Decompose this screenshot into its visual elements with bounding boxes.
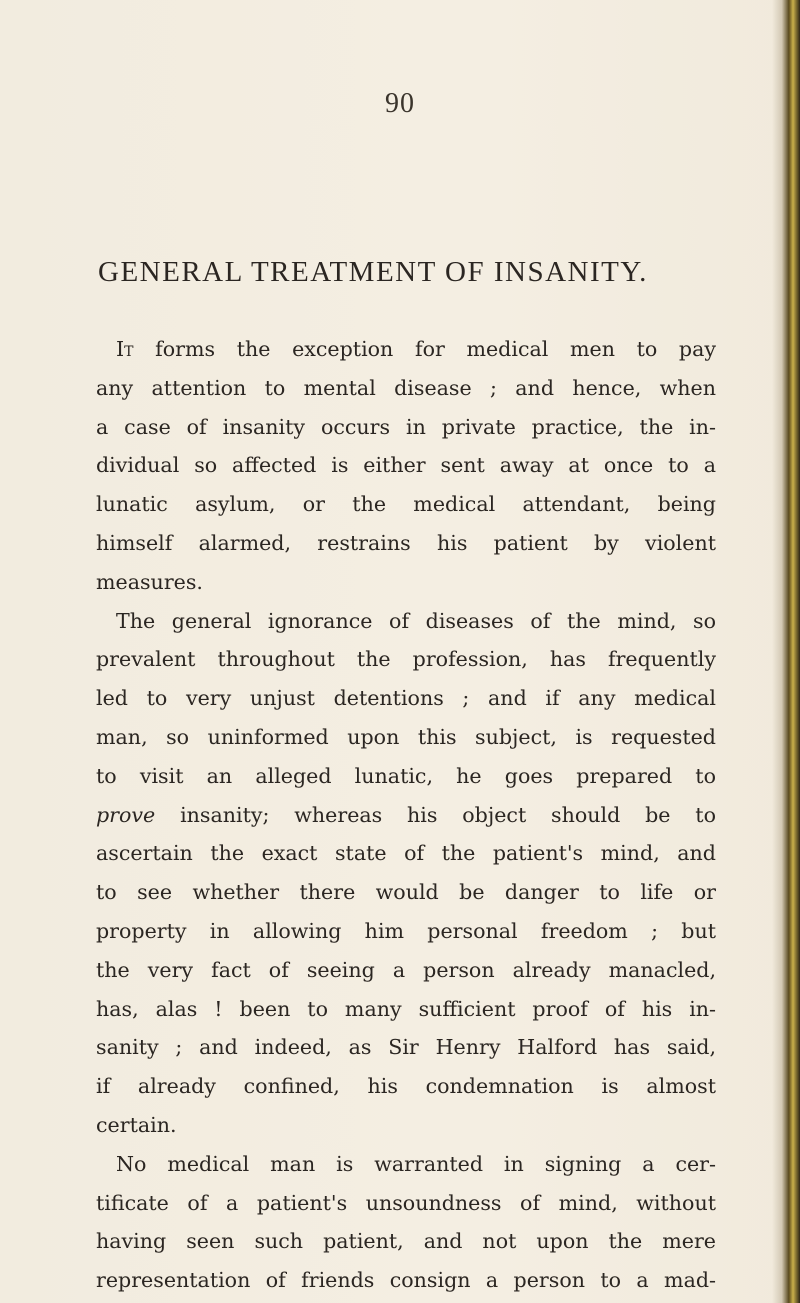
emphasis-word: prove: [96, 802, 156, 827]
text-line: [96, 757, 716, 796]
text-line: [96, 951, 716, 990]
text-line: [96, 679, 716, 718]
line-text: himself alarmed, restrains his patient by violent: [96, 530, 716, 555]
line-text: ascertain the exact state of the patient's mind, and: [96, 841, 716, 866]
line-text: sanity ; and indeed, as Sir Henry Halford has said,: [96, 1035, 716, 1060]
text-line: [96, 602, 716, 641]
line-text: property in allowing him personal freedom ; but: [96, 918, 716, 943]
line-text: to see whether there would be danger to life or: [96, 880, 716, 905]
text-line: [96, 912, 716, 951]
line-text: measures.: [96, 569, 203, 594]
page-edge: [772, 0, 800, 1303]
line-text: tificate of a patient's unsoundness of mind, without: [96, 1190, 716, 1215]
line-text: insanity; whereas his object should be to: [155, 802, 716, 827]
line-text: lunatic asylum, or the medical attendant, being: [96, 492, 716, 517]
text-line: [96, 446, 716, 485]
line-text: dividual so affected is either sent away at once to a: [96, 453, 716, 478]
text-line: [96, 834, 716, 873]
line-text: has, alas ! been to many sufficient proof of his in-: [96, 996, 716, 1021]
text-line: [96, 1028, 716, 1067]
text-line: [96, 718, 716, 757]
line-text: led to very unjust detentions ; and if any medical: [96, 686, 716, 711]
text-line: [96, 796, 716, 835]
chapter-title: GENERAL TREATMENT OF INSANITY.: [98, 256, 648, 288]
line-text: certain.: [96, 1112, 177, 1137]
line-text: having seen such patient, and not upon the mere: [96, 1229, 716, 1254]
text-line: [96, 873, 716, 912]
text-line: [96, 1222, 716, 1261]
line-text: if already confined, his condemnation is almost: [96, 1074, 716, 1099]
line-text: prevalent throughout the profession, has frequently: [96, 647, 716, 672]
text-line: [96, 990, 716, 1029]
text-line: [96, 1145, 716, 1184]
line-text: any attention to mental disease ; and hence, when: [96, 375, 716, 400]
text-line: [96, 640, 716, 679]
text-line: [96, 1067, 716, 1106]
line-text: The general ignorance of diseases of the mind, so: [116, 608, 716, 633]
drop-word: It: [116, 337, 134, 361]
text-line: [96, 330, 716, 369]
text-line: [96, 369, 716, 408]
text-line: [96, 524, 716, 563]
text-line: [96, 408, 716, 447]
text-line: [96, 563, 716, 602]
line-text: man, so uninformed upon this subject, is requested: [96, 724, 716, 749]
line-text: forms the exception for medical men to pay: [133, 337, 716, 361]
line-text: representation of friends consign a person to a mad-: [96, 1268, 716, 1293]
line-text: the very fact of seeing a person already manacled,: [96, 957, 716, 982]
page-number: 90: [385, 88, 415, 119]
line-text: a case of insanity occurs in private practice, the in-: [96, 414, 716, 439]
body-text: [96, 330, 716, 1300]
line-text: to visit an alleged lunatic, he goes prepared to: [96, 763, 716, 788]
text-line: [96, 1184, 716, 1223]
line-text: No medical man is warranted in signing a cer-: [116, 1151, 716, 1176]
text-line: [96, 1261, 716, 1300]
text-line: [96, 485, 716, 524]
text-line: [96, 1106, 716, 1145]
